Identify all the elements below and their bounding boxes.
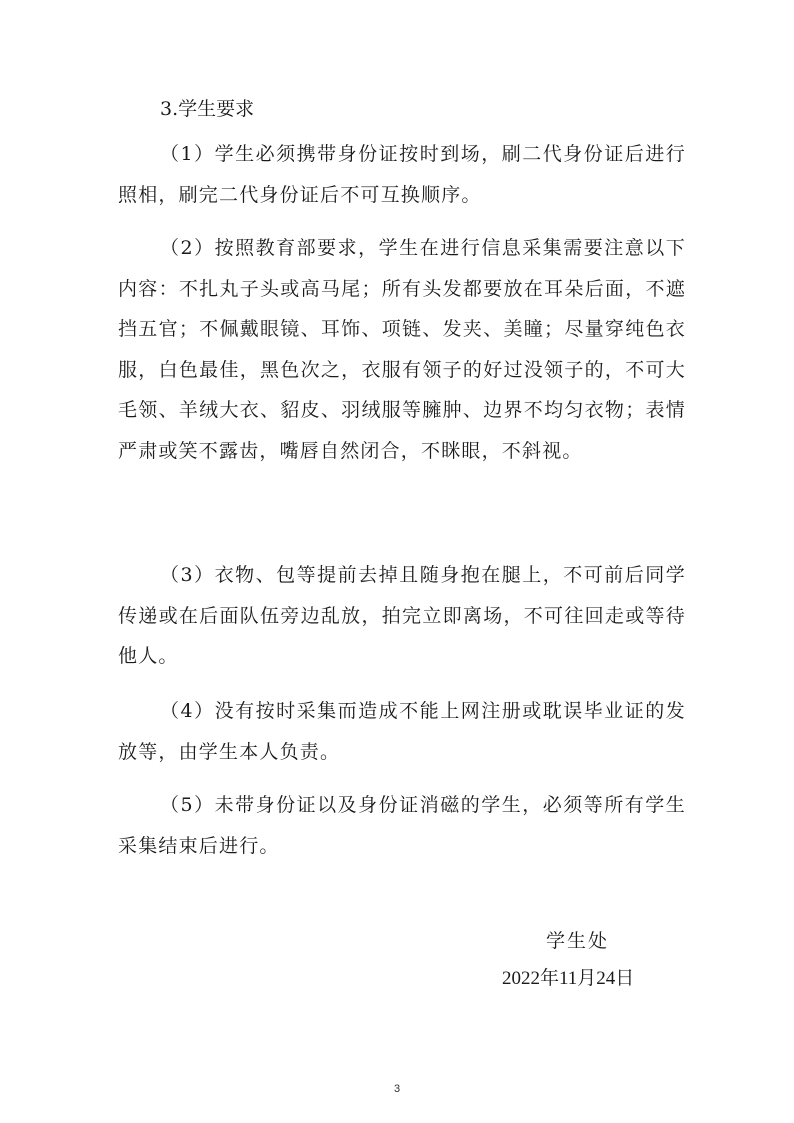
- page-number: 3: [393, 1083, 401, 1095]
- requirement-paragraph-1: （1）学生必须携带身份证按时到场，刷二代身份证后进行照相，刷完二代身份证后不可互换顺序。: [118, 143, 686, 206]
- signature-office: 学生处: [546, 930, 610, 952]
- section-heading: 3.学生要求: [160, 98, 255, 120]
- requirement-paragraph-2: （2）按照教育部要求，学生在进行信息采集需要注意以下内容：不扎丸子头或高马尾；所有头发都要放在耳朵后面，不遮挡五官；不佩戴眼镜、耳饰、项链、发夹、美瞳；尽量穿纯色衣服，白色最佳，黑色次之，衣服有领子的好过没领子的，不可大毛领、羊绒大衣、貂皮、羽绒服等臃肿、边界不均匀衣物；表情严肃或笑不露齿，嘴唇自然闭合，不眯眼，不斜视。: [118, 237, 686, 462]
- signature-date: 2022年11月24日: [502, 968, 635, 989]
- requirement-paragraph-5: （5）未带身份证以及身份证消磁的学生，必须等所有学生采集结束后进行。: [118, 794, 686, 857]
- requirement-paragraph-3: （3）衣物、包等提前去掉且随身抱在腿上，不可前后同学传递或在后面队伍旁边乱放，拍完立即离场，不可往回走或等待他人。: [118, 564, 686, 667]
- requirement-paragraph-4: （4）没有按时采集而造成不能上网注册或耽误毕业证的发放等，由学生本人负责。: [118, 700, 686, 763]
